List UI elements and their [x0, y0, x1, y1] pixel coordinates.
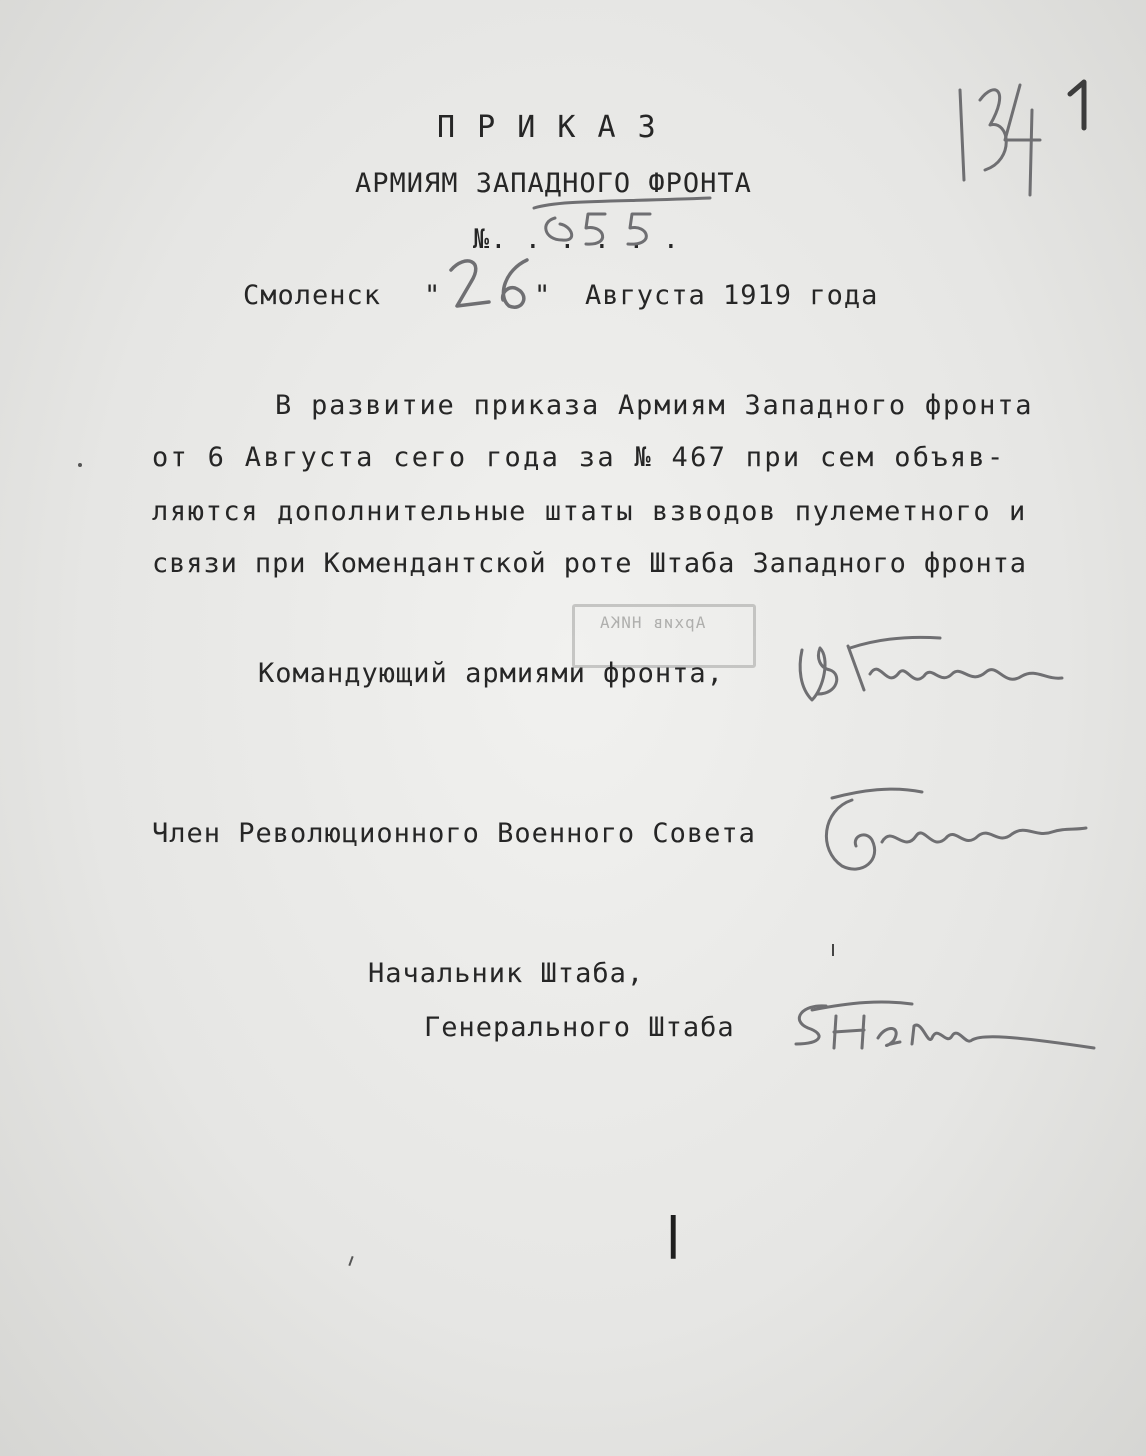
body-line-2: от 6 Августа сего года за № 467 при сем объяв- [152, 442, 1006, 473]
signature-chief-of-staff [782, 990, 1102, 1070]
stray-mark [832, 944, 834, 956]
stray-mark [78, 463, 82, 467]
signature-council-member [812, 780, 1092, 890]
signatory-general-staff-title: Генерального Штаба [424, 1012, 735, 1043]
bottom-mark: | [660, 1208, 688, 1259]
signatory-chief-of-staff-title: Начальник Штаба, [368, 958, 645, 989]
order-number-prefix: №. . . . . . [473, 224, 681, 255]
handwritten-order-number [520, 196, 720, 256]
stray-mark [348, 1256, 353, 1266]
archive-stamp-text: Архив НИКА [599, 613, 706, 632]
signature-commander [790, 628, 1070, 718]
signatory-commander-title: Командующий армиями фронта, [258, 658, 724, 689]
handwritten-day [445, 250, 545, 320]
document-heading: АРМИЯМ ЗАПАДНОГО ФРОНТА [355, 168, 752, 199]
body-line-3: ляются дополнительные штаты взводов пулеметного и [152, 496, 1027, 527]
date-month-year: Августа 1919 года [585, 280, 879, 311]
signatory-council-member-title: Член Революционного Военного Совета [152, 818, 756, 849]
document-title: П Р И К А З [437, 110, 658, 145]
handwritten-folio-number [950, 70, 1060, 200]
body-line-4: связи при Комендантской роте Штаба Западного фронта [152, 548, 1027, 579]
body-line-1: В развитие приказа Армиям Западного фронта [275, 390, 1034, 421]
date-quote-close: " [534, 280, 552, 311]
date-quote-open: " [424, 280, 442, 311]
handwritten-sheet-number [1062, 78, 1102, 138]
date-city: Смоленск [243, 280, 382, 311]
